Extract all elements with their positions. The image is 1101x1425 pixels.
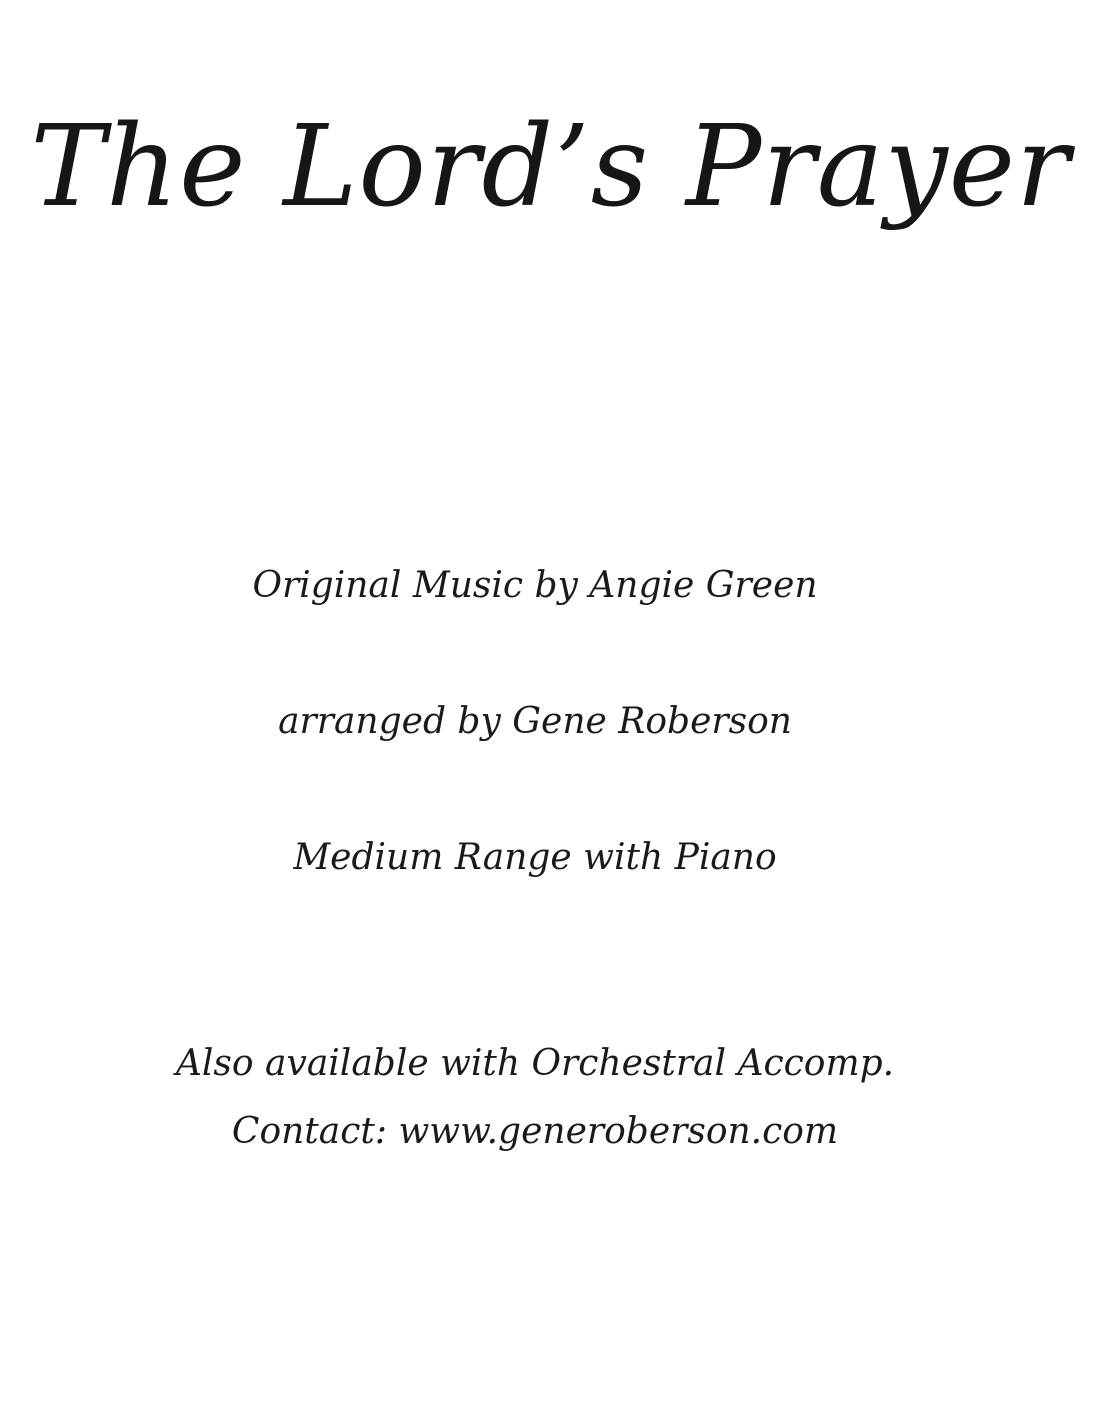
arranger-credit: arranged by Gene Roberson: [278, 701, 792, 742]
contact-line: Contact: www.generoberson.com: [231, 1111, 839, 1152]
voicing-label: Medium Range with Piano: [293, 837, 777, 878]
availability-note: Also available with Orchestral Accomp.: [175, 1043, 895, 1084]
page-title: The Lord’s Prayer: [30, 102, 1071, 232]
composer-credit: Original Music by Angie Green: [252, 565, 818, 606]
